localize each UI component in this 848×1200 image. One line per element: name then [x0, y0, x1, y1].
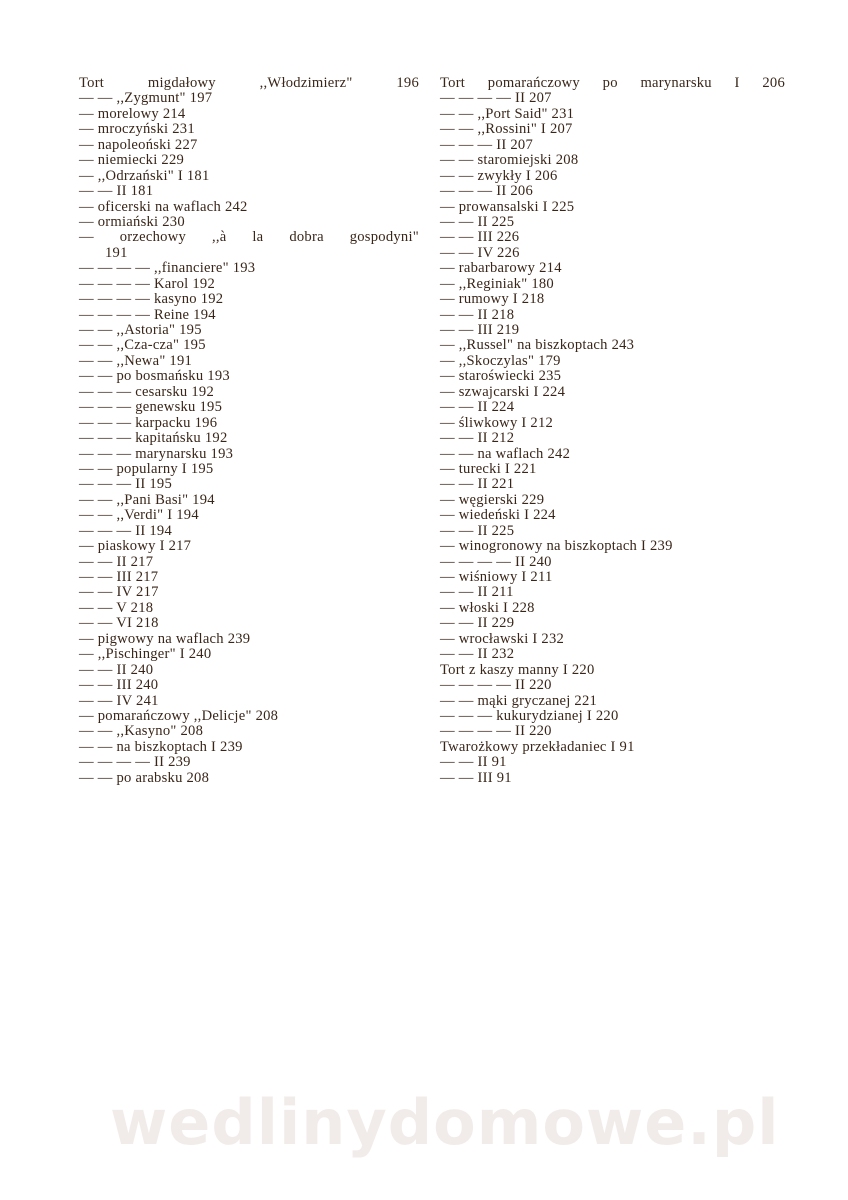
index-entry: — — VI 218: [79, 615, 159, 632]
index-right-column: [440, 76, 785, 786]
index-entry: — węgierski 229: [440, 491, 545, 508]
index-entry: — — — kapitańsku 192: [79, 430, 228, 447]
index-entry: — prowansalski I 225: [440, 198, 575, 215]
index-entry: — — ,,Rossini" I 207: [440, 121, 573, 138]
index-entry: — — III 226: [440, 229, 520, 246]
index-entry: — — II 221: [440, 476, 515, 493]
index-entry: — morelowy 214: [79, 105, 186, 122]
index-entry: — — III 91: [440, 769, 512, 786]
index-entry: — — — karpacku 196: [79, 414, 218, 431]
index-entry: — — — — II 220: [440, 723, 552, 740]
index-entry: — — ,,Astoria" 195: [79, 322, 202, 338]
index-entry: — — II 240: [79, 661, 154, 678]
index-entry: — — II 91: [440, 754, 507, 771]
index-entry: — oficerski na waflach 242: [79, 198, 248, 215]
index-entry: — wiedeński I 224: [440, 507, 556, 524]
index-entry: — ,,Reginiak" 180: [440, 275, 554, 292]
index-left-column: [79, 76, 419, 786]
index-entry: — — II 217: [79, 553, 154, 570]
index-entry: — — po arabsku 208: [79, 769, 210, 786]
index-entry: — — II 225: [440, 213, 515, 230]
index-entry: — — IV 226: [440, 244, 520, 261]
index-entry: — — IV 217: [79, 584, 159, 601]
index-entry: Tort migdałowy ,,Włodzimierz" 196: [79, 75, 419, 91]
index-entry: — — III 219: [440, 322, 520, 338]
index-entry: — pigwowy na waflach 239: [79, 630, 251, 647]
index-entry: Tort pomarańczowy po marynarsku I 206: [440, 75, 785, 91]
index-entry: — — — — Reine 194: [79, 306, 216, 323]
index-entry: — — II 211: [440, 584, 514, 601]
index-entry: — — ,,Pani Basi" 194: [79, 491, 215, 508]
index-entry: — — IV 241: [79, 692, 159, 709]
index-entry: — — ,,Kasyno" 208: [79, 723, 204, 740]
index-entry: — — popularny I 195: [79, 460, 214, 477]
index-entry: — — — — ,,financiere" 193: [79, 260, 256, 277]
index-entry: — — ,,Newa" 191: [79, 352, 193, 369]
index-entry: — pomarańczowy ,,Delicje" 208: [79, 707, 279, 724]
index-entry: — — III 240: [79, 677, 159, 694]
index-entry: — winogronowy na biszkoptach I 239: [440, 538, 673, 555]
index-entry: — staroświecki 235: [440, 368, 562, 385]
index-entry: — — mąki gryczanej 221: [440, 692, 598, 709]
index-entry: — — III 217: [79, 569, 159, 585]
index-entry: — — — II 194: [79, 522, 172, 539]
index-entry: — — II 212: [440, 430, 515, 447]
index-entry: — piaskowy I 217: [79, 538, 192, 555]
index-entry: — — — marynarsku 193: [79, 445, 234, 462]
index-entry: — — II 229: [440, 615, 515, 632]
index-entry: — — zwykły I 206: [440, 167, 558, 184]
index-entry: — — II 181: [79, 183, 154, 200]
index-entry: — — ,,Cza-cza" 195: [79, 337, 206, 354]
index-entry: — — — cesarsku 192: [79, 383, 215, 400]
index-entry: — turecki I 221: [440, 460, 537, 477]
watermark-text: wedlinydomowe.pl: [110, 1086, 780, 1159]
index-entry: — rabarbarowy 214: [440, 260, 562, 277]
index-entry: — — — kukurydzianej I 220: [440, 707, 619, 724]
index-entry: — włoski I 228: [440, 599, 535, 616]
index-entry: — — — II 206: [440, 183, 533, 200]
index-entry: — — — — kasyno 192: [79, 291, 224, 308]
index-entry: — niemiecki 229: [79, 152, 185, 169]
index-entry: — — ,,Verdi" I 194: [79, 507, 199, 524]
index-entry: — — — — II 207: [440, 90, 552, 107]
index-entry: — — na waflach 242: [440, 445, 571, 462]
index-entry: — ,,Odrzański" I 181: [79, 167, 210, 184]
index-entry: — wrocławski I 232: [440, 630, 565, 647]
index-entry: — — V 218: [79, 599, 154, 616]
index-entry: — — II 232: [440, 646, 515, 663]
index-entry: — orzechowy ,,à la dobra gospodyni": [79, 229, 419, 246]
index-entry: — — — II 195: [79, 476, 172, 493]
index-entry: — — po bosmańsku 193: [79, 368, 230, 385]
index-entry: — — — — II 220: [440, 677, 552, 694]
index-entry: — — na biszkoptach I 239: [79, 738, 243, 755]
index-entry: — napoleoński 227: [79, 136, 198, 153]
index-entry: — — — genewsku 195: [79, 399, 223, 416]
index-entry: — ,,Skoczylas" 179: [440, 352, 561, 369]
index-entry: — — II 218: [440, 306, 515, 323]
index-entry: 191: [105, 244, 128, 261]
index-entry: — — — — Karol 192: [79, 275, 215, 292]
index-entry: — śliwkowy I 212: [440, 414, 554, 431]
index-entry: — ,,Russel" na biszkoptach 243: [440, 337, 635, 354]
index-entry: — — II 224: [440, 399, 515, 416]
index-entry: — — ,,Zygmunt" 197: [79, 90, 213, 107]
index-entry: — mroczyński 231: [79, 121, 195, 138]
index-entry: — — staromiejski 208: [440, 152, 579, 169]
index-entry: — rumowy I 218: [440, 291, 545, 308]
index-entry: Twarożkowy przekładaniec I 91: [440, 738, 635, 755]
index-entry: — — — — II 240: [440, 553, 552, 570]
index-entry: — wiśniowy I 211: [440, 569, 553, 585]
index-entry: — ormiański 230: [79, 213, 185, 230]
index-entry: — — — II 207: [440, 136, 533, 153]
index-entry: Tort z kaszy manny I 220: [440, 661, 595, 678]
index-entry: — — — — II 239: [79, 754, 191, 771]
index-entry: — — II 225: [440, 522, 515, 539]
index-entry: — — ,,Port Said" 231: [440, 105, 575, 122]
index-entry: — ,,Pischinger" I 240: [79, 646, 212, 663]
index-entry: — szwajcarski I 224: [440, 383, 566, 400]
